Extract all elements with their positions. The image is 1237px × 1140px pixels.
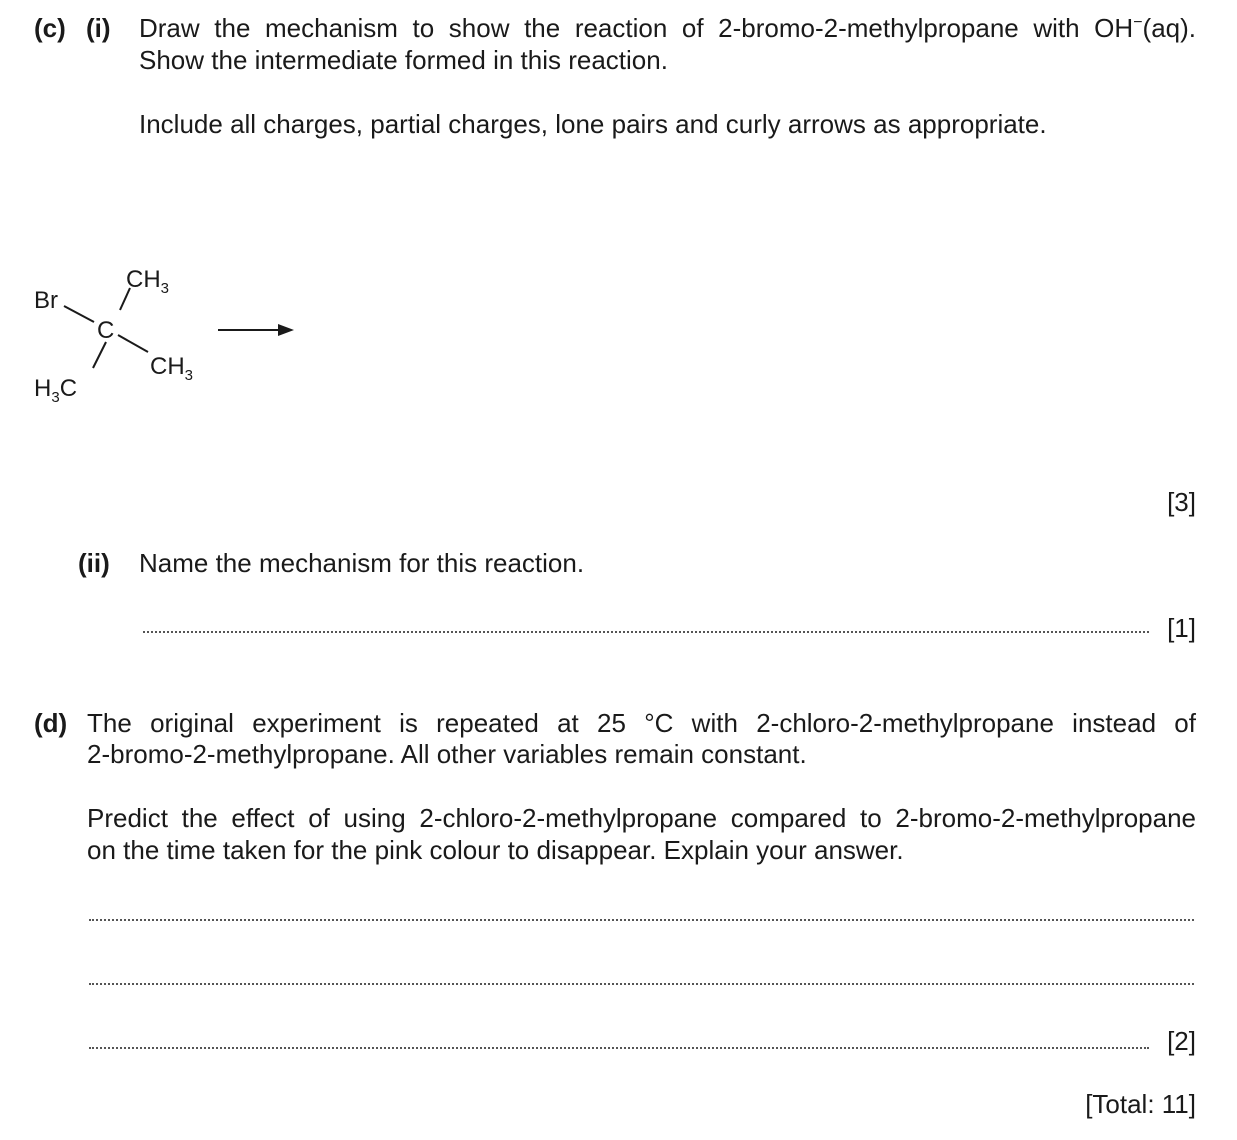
molecule-diagram (0, 250, 320, 420)
question-d-line1: The original experiment is repeated at 25 °C with 2-chloro-2-methylpropane instead of (87, 708, 1196, 738)
question-d-predict1: Predict the effect of using 2-chloro-2-methylpropane compared to 2-bromo-2-methylpropane (87, 803, 1196, 833)
group-h3c (34, 375, 77, 406)
atom-c: C (97, 317, 115, 344)
answer-line-d-1[interactable] (89, 919, 1194, 921)
marks-c-ii: [1] (1167, 613, 1196, 643)
ch3-right-ch: CH (150, 353, 185, 380)
bond-c-ch3-right (118, 335, 148, 352)
question-c-i-line1 (139, 12, 1196, 44)
hydroxide-charge: − (1133, 14, 1143, 31)
h3c-c: C (59, 375, 78, 402)
h3c-h: H (34, 375, 52, 402)
question-d-line2: 2-bromo-2-methylpropane. All other variables remain constant. (87, 739, 807, 769)
question-c-i-aq: (aq). (1142, 13, 1196, 43)
marks-d: [2] (1167, 1026, 1196, 1056)
question-c-i-text: Draw the mechanism to show the reaction of 2-bromo-2-methylpropane with OH (139, 13, 1134, 43)
ch3-top-ch: CH (126, 266, 161, 293)
total-marks: [Total: 11] (1085, 1089, 1196, 1119)
part-c-ii-label: (ii) (78, 548, 110, 578)
h3c-sub: 3 (51, 389, 60, 406)
group-ch3-top (126, 266, 169, 297)
bond-c-h3c (93, 342, 106, 368)
answer-line-c-ii[interactable] (143, 631, 1149, 633)
question-c-ii: Name the mechanism for this reaction. (139, 548, 585, 578)
part-c-label: (c) (34, 13, 66, 43)
ch3-right-sub: 3 (184, 367, 194, 384)
part-c-i-label: (i) (86, 13, 111, 43)
question-c-i-instruction: Include all charges, partial charges, lone pairs and curly arrows as appropriate. (139, 109, 1047, 139)
answer-line-d-3[interactable] (89, 1047, 1149, 1049)
ch3-top-sub: 3 (160, 280, 170, 297)
answer-line-d-2[interactable] (89, 983, 1194, 985)
question-c-i-line2: Show the intermediate formed in this reaction. (139, 45, 668, 75)
atom-br: Br (34, 287, 58, 314)
marks-c-i: [3] (1167, 487, 1196, 517)
question-d-predict2: on the time taken for the pink colour to disappear. Explain your answer. (87, 835, 904, 865)
part-d-label: (d) (34, 708, 68, 738)
reaction-arrow-head (278, 324, 294, 336)
group-ch3-right (150, 353, 193, 384)
bond-br-c (64, 306, 94, 322)
